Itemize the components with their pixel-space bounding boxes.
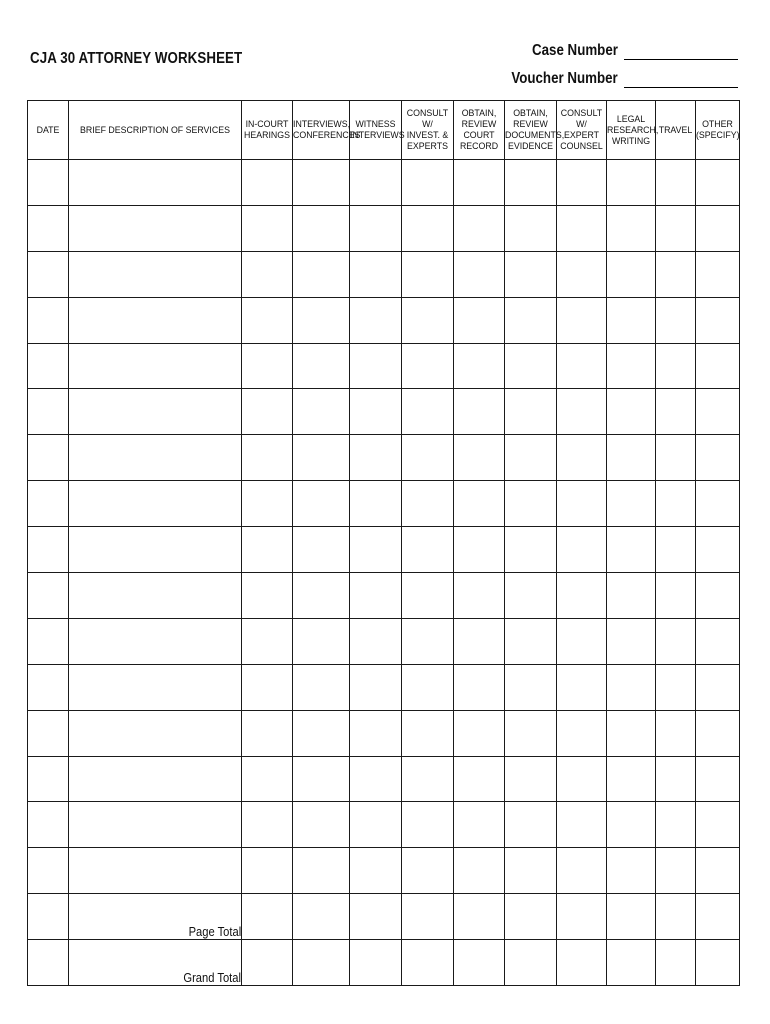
hours-cell[interactable] [293, 251, 350, 297]
hours-cell[interactable] [505, 756, 557, 802]
date-cell[interactable] [28, 802, 69, 848]
hours-cell[interactable] [696, 894, 740, 940]
hours-cell[interactable] [557, 435, 607, 481]
column-header-in-court-hearings: IN-COURT HEARINGS [242, 101, 293, 160]
date-cell[interactable] [28, 160, 69, 206]
hours-cell[interactable] [557, 205, 607, 251]
hours-cell[interactable] [696, 802, 740, 848]
description-cell[interactable] [69, 435, 242, 481]
hours-cell[interactable] [454, 940, 505, 986]
date-cell[interactable] [28, 618, 69, 664]
hours-cell[interactable] [242, 481, 293, 527]
table-header-row [28, 101, 740, 160]
description-cell[interactable] [69, 160, 242, 206]
hours-cell[interactable] [557, 527, 607, 573]
hours-cell[interactable] [696, 481, 740, 527]
description-cell[interactable] [69, 848, 242, 894]
description-cell[interactable] [69, 618, 242, 664]
hours-cell[interactable] [557, 894, 607, 940]
hours-cell[interactable] [350, 802, 402, 848]
hours-cell[interactable] [454, 481, 505, 527]
hours-cell[interactable] [607, 527, 656, 573]
hours-cell[interactable] [696, 710, 740, 756]
hours-cell[interactable] [454, 664, 505, 710]
table-row [28, 205, 740, 251]
hours-cell[interactable] [350, 297, 402, 343]
hours-cell[interactable] [656, 435, 696, 481]
hours-cell[interactable] [656, 848, 696, 894]
page-total-cell [69, 894, 242, 940]
voucher-number-field [494, 70, 738, 88]
hours-cell[interactable] [293, 802, 350, 848]
hours-cell[interactable] [607, 343, 656, 389]
hours-cell[interactable] [242, 297, 293, 343]
hours-cell[interactable] [293, 205, 350, 251]
hours-cell[interactable] [350, 343, 402, 389]
table-row [28, 435, 740, 481]
date-cell[interactable] [28, 481, 69, 527]
hours-cell[interactable] [293, 343, 350, 389]
hours-cell[interactable] [607, 618, 656, 664]
hours-cell[interactable] [293, 710, 350, 756]
case-number-field [518, 42, 738, 60]
hours-cell[interactable] [350, 160, 402, 206]
hours-cell[interactable] [242, 205, 293, 251]
hours-cell[interactable] [293, 848, 350, 894]
hours-cell[interactable] [402, 664, 454, 710]
hours-cell[interactable] [557, 802, 607, 848]
hours-cell[interactable] [402, 297, 454, 343]
hours-cell[interactable] [696, 389, 740, 435]
date-cell[interactable] [28, 527, 69, 573]
hours-cell[interactable] [696, 618, 740, 664]
page-total-label: Page Total [188, 924, 241, 940]
hours-cell[interactable] [505, 573, 557, 619]
description-cell[interactable] [69, 251, 242, 297]
date-cell[interactable] [28, 710, 69, 756]
hours-cell[interactable] [350, 618, 402, 664]
hours-cell[interactable] [696, 435, 740, 481]
hours-cell[interactable] [350, 435, 402, 481]
hours-cell[interactable] [293, 664, 350, 710]
hours-cell[interactable] [293, 481, 350, 527]
date-cell[interactable] [28, 343, 69, 389]
hours-cell[interactable] [402, 205, 454, 251]
hours-cell[interactable] [656, 940, 696, 986]
services-table [27, 100, 740, 986]
description-cell[interactable] [69, 343, 242, 389]
hours-cell[interactable] [656, 297, 696, 343]
table-row [28, 343, 740, 389]
hours-cell[interactable] [607, 251, 656, 297]
column-header-court-record: OBTAIN, REVIEW COURT RECORD [454, 101, 505, 160]
hours-cell[interactable] [505, 894, 557, 940]
hours-cell[interactable] [454, 756, 505, 802]
hours-cell[interactable] [293, 435, 350, 481]
date-cell[interactable] [28, 848, 69, 894]
hours-cell[interactable] [350, 940, 402, 986]
hours-cell[interactable] [293, 160, 350, 206]
hours-cell[interactable] [402, 435, 454, 481]
hours-cell[interactable] [656, 205, 696, 251]
table-row [28, 481, 740, 527]
hours-cell[interactable] [350, 664, 402, 710]
table-row [28, 848, 740, 894]
hours-cell[interactable] [607, 160, 656, 206]
column-header-consult-invest-experts: CONSULT W/ INVEST. & EXPERTS [402, 101, 454, 160]
hours-cell[interactable] [293, 940, 350, 986]
hours-cell[interactable] [402, 802, 454, 848]
hours-cell[interactable] [350, 573, 402, 619]
hours-cell[interactable] [454, 802, 505, 848]
voucher-number-label: Voucher Number [511, 70, 618, 87]
hours-cell[interactable] [350, 251, 402, 297]
hours-cell[interactable] [557, 343, 607, 389]
hours-cell[interactable] [293, 894, 350, 940]
hours-cell[interactable] [656, 756, 696, 802]
hours-cell[interactable] [607, 573, 656, 619]
hours-cell[interactable] [402, 618, 454, 664]
hours-cell[interactable] [402, 481, 454, 527]
column-header-witness-interviews: WITNESS INTERVIEWS [350, 101, 402, 160]
hours-cell[interactable] [656, 894, 696, 940]
hours-cell[interactable] [656, 251, 696, 297]
hours-cell[interactable] [402, 756, 454, 802]
voucher-number-input[interactable] [624, 71, 738, 88]
column-header-other: OTHER (SPECIFY) [696, 101, 740, 160]
table-row [28, 251, 740, 297]
description-cell[interactable] [69, 802, 242, 848]
hours-cell[interactable] [350, 205, 402, 251]
hours-cell[interactable] [293, 573, 350, 619]
hours-cell[interactable] [350, 481, 402, 527]
hours-cell[interactable] [505, 435, 557, 481]
hours-cell[interactable] [454, 848, 505, 894]
hours-cell[interactable] [293, 527, 350, 573]
hours-cell[interactable] [656, 527, 696, 573]
hours-cell[interactable] [402, 160, 454, 206]
table-row [28, 573, 740, 619]
hours-cell[interactable] [242, 527, 293, 573]
hours-cell[interactable] [454, 573, 505, 619]
column-header-interviews-conferences: INTERVIEWS, CONFERENCES [293, 101, 350, 160]
hours-cell[interactable] [557, 573, 607, 619]
grand-total-cell [69, 940, 242, 986]
hours-cell[interactable] [557, 297, 607, 343]
description-cell[interactable] [69, 573, 242, 619]
case-number-input[interactable] [624, 43, 738, 60]
table-row [28, 618, 740, 664]
hours-cell[interactable] [402, 251, 454, 297]
hours-cell[interactable] [454, 160, 505, 206]
hours-cell[interactable] [293, 389, 350, 435]
description-cell[interactable] [69, 664, 242, 710]
table-row [28, 756, 740, 802]
hours-cell[interactable] [505, 664, 557, 710]
hours-cell[interactable] [402, 848, 454, 894]
hours-cell[interactable] [557, 756, 607, 802]
hours-cell[interactable] [402, 343, 454, 389]
hours-cell[interactable] [607, 481, 656, 527]
column-header-consult-expert-counsel: CONSULT W/ EXPERT COUNSEL [557, 101, 607, 160]
date-cell[interactable] [28, 894, 69, 940]
hours-cell[interactable] [454, 894, 505, 940]
hours-cell[interactable] [557, 940, 607, 986]
hours-cell[interactable] [505, 297, 557, 343]
hours-cell[interactable] [242, 251, 293, 297]
hours-cell[interactable] [505, 940, 557, 986]
worksheet-title: CJA 30 ATTORNEY WORKSHEET [30, 50, 243, 67]
hours-cell[interactable] [557, 481, 607, 527]
hours-cell[interactable] [350, 389, 402, 435]
hours-cell[interactable] [454, 710, 505, 756]
hours-cell[interactable] [505, 618, 557, 664]
hours-cell[interactable] [557, 389, 607, 435]
hours-cell[interactable] [454, 389, 505, 435]
date-cell[interactable] [28, 389, 69, 435]
date-cell[interactable] [28, 251, 69, 297]
description-cell[interactable] [69, 205, 242, 251]
hours-cell[interactable] [242, 848, 293, 894]
hours-cell[interactable] [454, 297, 505, 343]
hours-cell[interactable] [505, 205, 557, 251]
description-cell[interactable] [69, 527, 242, 573]
hours-cell[interactable] [350, 894, 402, 940]
hours-cell[interactable] [607, 710, 656, 756]
hours-cell[interactable] [557, 251, 607, 297]
hours-cell[interactable] [505, 848, 557, 894]
hours-cell[interactable] [696, 940, 740, 986]
hours-cell[interactable] [607, 205, 656, 251]
hours-cell[interactable] [350, 756, 402, 802]
hours-cell[interactable] [607, 389, 656, 435]
column-header-date: DATE [28, 101, 69, 160]
description-cell[interactable] [69, 297, 242, 343]
table-row [28, 160, 740, 206]
hours-cell[interactable] [242, 389, 293, 435]
hours-cell[interactable] [656, 573, 696, 619]
hours-cell[interactable] [557, 710, 607, 756]
hours-cell[interactable] [607, 435, 656, 481]
table-row [28, 664, 740, 710]
hours-cell[interactable] [696, 160, 740, 206]
hours-cell[interactable] [350, 527, 402, 573]
hours-cell[interactable] [454, 527, 505, 573]
date-cell[interactable] [28, 756, 69, 802]
table-row [28, 710, 740, 756]
hours-cell[interactable] [656, 481, 696, 527]
hours-cell[interactable] [242, 618, 293, 664]
hours-cell[interactable] [656, 710, 696, 756]
hours-cell[interactable] [696, 756, 740, 802]
hours-cell[interactable] [242, 343, 293, 389]
hours-cell[interactable] [454, 618, 505, 664]
column-header-travel: TRAVEL [656, 101, 696, 160]
hours-cell[interactable] [557, 618, 607, 664]
hours-cell[interactable] [607, 297, 656, 343]
hours-cell[interactable] [454, 251, 505, 297]
description-cell[interactable] [69, 481, 242, 527]
hours-cell[interactable] [242, 435, 293, 481]
hours-cell[interactable] [242, 573, 293, 619]
hours-cell[interactable] [557, 848, 607, 894]
hours-cell[interactable] [505, 251, 557, 297]
hours-cell[interactable] [696, 251, 740, 297]
column-header-description: BRIEF DESCRIPTION OF SERVICES [69, 101, 242, 160]
hours-cell[interactable] [242, 894, 293, 940]
hours-cell[interactable] [505, 343, 557, 389]
grand-total-row [28, 940, 740, 986]
hours-cell[interactable] [293, 618, 350, 664]
page-total-row [28, 894, 740, 940]
column-header-documents-evidence: OBTAIN, REVIEW DOCUMENTS, EVIDENCE [505, 101, 557, 160]
table-row [28, 802, 740, 848]
hours-cell[interactable] [242, 756, 293, 802]
hours-cell[interactable] [505, 160, 557, 206]
hours-cell[interactable] [402, 710, 454, 756]
hours-cell[interactable] [656, 664, 696, 710]
hours-cell[interactable] [505, 802, 557, 848]
date-cell[interactable] [28, 297, 69, 343]
grand-total-label: Grand Total [183, 970, 241, 986]
hours-cell[interactable] [350, 710, 402, 756]
hours-cell[interactable] [242, 802, 293, 848]
date-cell[interactable] [28, 435, 69, 481]
hours-cell[interactable] [293, 756, 350, 802]
hours-cell[interactable] [656, 160, 696, 206]
hours-cell[interactable] [505, 389, 557, 435]
table-row [28, 527, 740, 573]
hours-cell[interactable] [656, 618, 696, 664]
hours-cell[interactable] [350, 848, 402, 894]
hours-cell[interactable] [505, 481, 557, 527]
hours-cell[interactable] [607, 894, 656, 940]
case-number-label: Case Number [532, 42, 618, 59]
hours-cell[interactable] [557, 664, 607, 710]
hours-cell[interactable] [242, 160, 293, 206]
date-cell[interactable] [28, 205, 69, 251]
hours-cell[interactable] [656, 389, 696, 435]
hours-cell[interactable] [242, 710, 293, 756]
hours-cell[interactable] [696, 848, 740, 894]
hours-cell[interactable] [696, 664, 740, 710]
hours-cell[interactable] [696, 343, 740, 389]
date-cell[interactable] [28, 664, 69, 710]
hours-cell[interactable] [242, 664, 293, 710]
table-row [28, 389, 740, 435]
hours-cell[interactable] [607, 848, 656, 894]
hours-cell[interactable] [656, 343, 696, 389]
hours-cell[interactable] [454, 205, 505, 251]
hours-cell[interactable] [402, 894, 454, 940]
hours-cell[interactable] [696, 205, 740, 251]
description-cell[interactable] [69, 756, 242, 802]
hours-cell[interactable] [696, 297, 740, 343]
date-cell[interactable] [28, 573, 69, 619]
hours-cell[interactable] [696, 573, 740, 619]
table-row [28, 297, 740, 343]
hours-cell[interactable] [454, 435, 505, 481]
date-cell[interactable] [28, 940, 69, 986]
hours-cell[interactable] [402, 389, 454, 435]
hours-cell[interactable] [402, 573, 454, 619]
hours-cell[interactable] [696, 527, 740, 573]
description-cell[interactable] [69, 710, 242, 756]
hours-cell[interactable] [242, 940, 293, 986]
hours-cell[interactable] [607, 756, 656, 802]
hours-cell[interactable] [505, 527, 557, 573]
hours-cell[interactable] [293, 297, 350, 343]
hours-cell[interactable] [607, 802, 656, 848]
hours-cell[interactable] [656, 802, 696, 848]
hours-cell[interactable] [402, 940, 454, 986]
hours-cell[interactable] [505, 710, 557, 756]
table-body [28, 160, 740, 986]
hours-cell[interactable] [607, 940, 656, 986]
hours-cell[interactable] [557, 160, 607, 206]
hours-cell[interactable] [607, 664, 656, 710]
description-cell[interactable] [69, 389, 242, 435]
hours-cell[interactable] [402, 527, 454, 573]
hours-cell[interactable] [454, 343, 505, 389]
column-header-legal-research: LEGAL RESEARCH, WRITING [607, 101, 656, 160]
